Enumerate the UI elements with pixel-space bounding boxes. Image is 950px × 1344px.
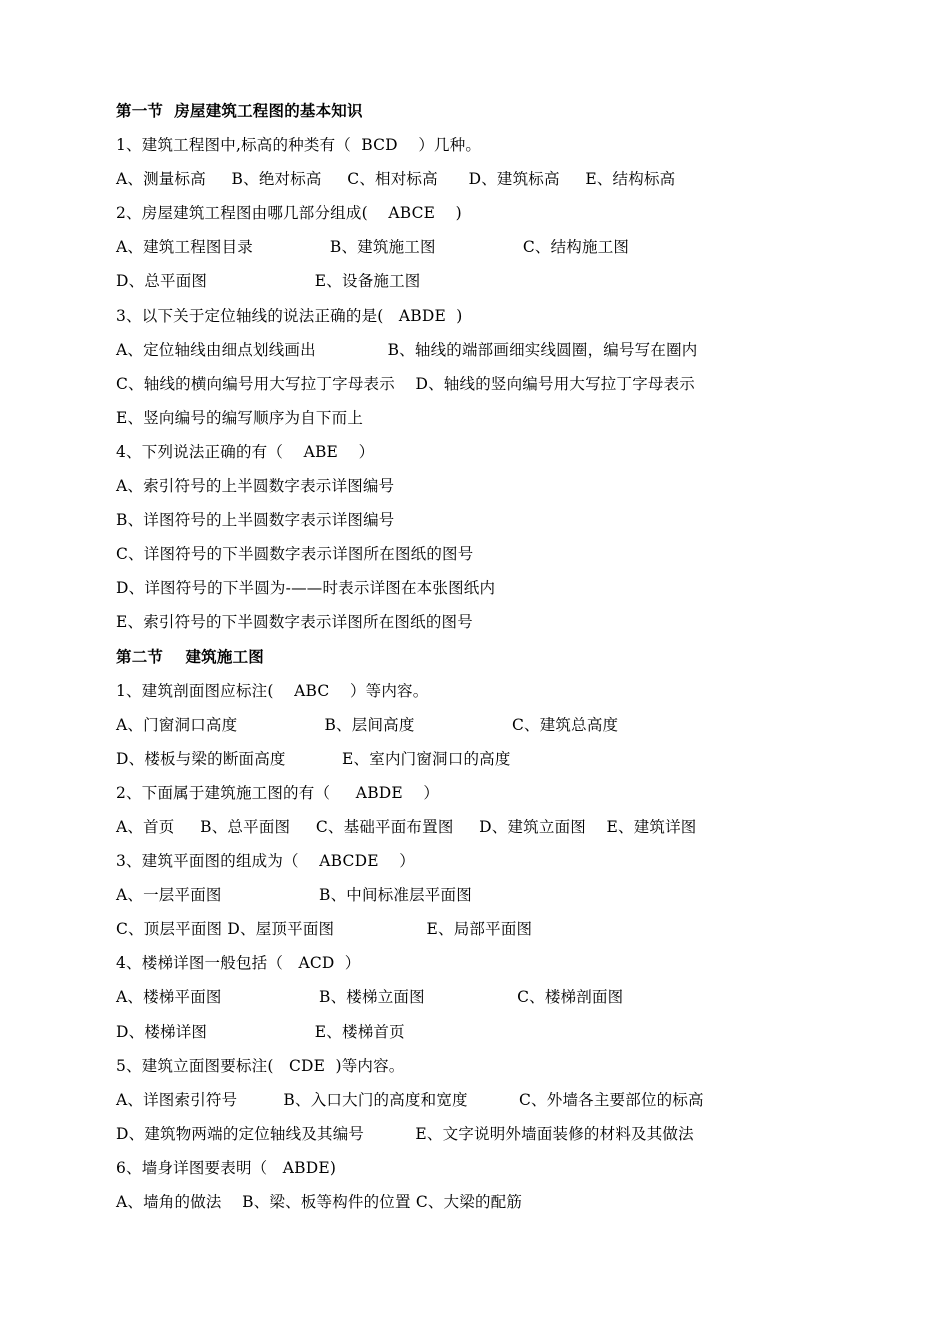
document-line: A、门窗洞口高度 B、层间高度 C、建筑总高度 bbox=[116, 715, 619, 734]
document-line: D、总平面图 E、设备施工图 bbox=[116, 272, 421, 291]
document-line: A、定位轴线由细点划线画出 B、轴线的端部画细实线圆圈，编号写在圈内 bbox=[116, 340, 698, 359]
document-line: 4、楼梯详图一般包括（ ACD ） bbox=[116, 954, 361, 973]
document-line: C、顶层平面图 D、屋顶平面图 E、局部平面图 bbox=[116, 920, 533, 939]
document-line: D、建筑物两端的定位轴线及其编号 E、文字说明外墙面装修的材料及其做法 bbox=[116, 1124, 694, 1143]
document-line: 5、建筑立面图要标注( CDE )等内容。 bbox=[116, 1056, 405, 1075]
document-line: C、轴线的横向编号用大写拉丁字母表示 D、轴线的竖向编号用大写拉丁字母表示 bbox=[116, 374, 695, 393]
document-line: 3、以下关于定位轴线的说法正确的是( ABDE ) bbox=[116, 306, 463, 325]
document-line: A、测量标高 B、绝对标高 C、相对标高 D、建筑标高 E、结构标高 bbox=[116, 170, 676, 189]
document-line: A、墙角的做法 B、梁、板等构件的位置 C、大梁的配筋 bbox=[116, 1193, 523, 1211]
document-line: A、建筑工程图目录 B、建筑施工图 C、结构施工图 bbox=[116, 238, 630, 257]
document-line: D、详图符号的下半圆为-——时表示详图在本张图纸内 bbox=[116, 579, 496, 598]
document-line: C、详图符号的下半圆数字表示详图所在图纸的图号 bbox=[116, 545, 474, 564]
document-line: A、首页 B、总平面图 C、基础平面布置图 D、建筑立面图 E、建筑详图 bbox=[116, 817, 697, 836]
section-heading: 第二节 建筑施工图 bbox=[116, 646, 264, 666]
document-line: 1、建筑剖面图应标注( ABC ）等内容。 bbox=[116, 681, 429, 700]
document-line: A、索引符号的上半圆数字表示详图编号 bbox=[116, 477, 395, 496]
document-line: D、楼梯详图 E、楼梯首页 bbox=[116, 1022, 405, 1041]
document-line: B、详图符号的上半圆数字表示详图编号 bbox=[116, 511, 395, 530]
document-line: A、详图索引符号 B、入口大门的高度和宽度 C、外墙各主要部位的标高 bbox=[116, 1090, 704, 1109]
document-line: 1、建筑工程图中,标高的种类有（ BCD ）几种。 bbox=[116, 136, 482, 155]
document-line: 2、房屋建筑工程图由哪几部分组成( ABCE ) bbox=[116, 204, 462, 223]
document-line: E、索引符号的下半圆数字表示详图所在图纸的图号 bbox=[116, 613, 473, 632]
document-line: 3、建筑平面图的组成为（ ABCDE ） bbox=[116, 852, 415, 871]
document-line: 4、下列说法正确的有（ ABE ） bbox=[116, 442, 375, 461]
document-line: 2、下面属于建筑施工图的有（ ABDE ） bbox=[116, 783, 440, 802]
document-body bbox=[116, 98, 876, 1223]
section-heading: 第一节 房屋建筑工程图的基本知识 bbox=[116, 101, 363, 120]
document-line: A、一层平面图 B、中间标准层平面图 bbox=[116, 886, 472, 905]
document-line: A、楼梯平面图 B、楼梯立面图 C、楼梯剖面图 bbox=[116, 988, 624, 1007]
document-line: 6、墙身详图要表明（ ABDE) bbox=[116, 1158, 337, 1177]
document-line: D、楼板与梁的断面高度 E、室内门窗洞口的高度 bbox=[116, 749, 511, 768]
document-line: E、竖向编号的编写顺序为自下而上 bbox=[116, 408, 364, 427]
